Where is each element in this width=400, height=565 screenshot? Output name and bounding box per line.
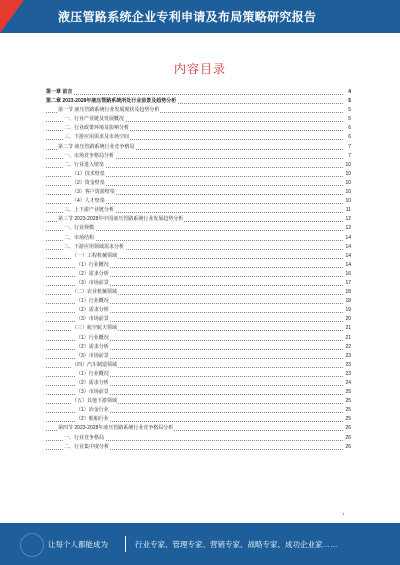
page-number: 1	[342, 511, 345, 516]
toc-entry-title: （2）需求分析	[76, 380, 109, 386]
toc-entry-page: 14	[344, 243, 351, 252]
toc-entry-title: （3）客户资源壁垒	[72, 189, 115, 196]
toc-entry-title: 三、上下游产业链分析	[64, 207, 115, 214]
toc-entry-page: 26	[344, 434, 351, 443]
toc-entry[interactable]	[46, 197, 351, 206]
toc-entry-title: （2）资金壁垒	[72, 179, 105, 186]
toc-entry-title: 一、市场竞争格局分析	[64, 152, 115, 159]
toc-entry-title: 三、下游应用需求及市场空间	[64, 134, 130, 141]
toc-entry[interactable]	[46, 306, 351, 315]
report-title: 液压管路系统企业专利申请及布局策略研究报告	[58, 10, 317, 24]
toc-entry[interactable]	[46, 406, 351, 415]
toc-entry[interactable]	[46, 161, 351, 170]
toc-entry[interactable]	[46, 434, 351, 443]
toc-entry-page: 19	[344, 306, 351, 315]
toc-entry-page: 4	[347, 88, 351, 97]
toc-entry[interactable]	[46, 115, 351, 124]
toc-entry-page: 14	[344, 234, 351, 243]
toc-entry[interactable]	[46, 133, 351, 142]
toc-entry-page: 18	[344, 297, 351, 306]
toc-entry[interactable]	[46, 334, 351, 343]
toc-entry-page: 6	[347, 133, 351, 142]
toc-heading: 内容目录	[173, 62, 226, 76]
toc-entry-page: 23	[344, 370, 351, 379]
toc-entry-title: （3）市场前景	[76, 279, 109, 286]
toc-entry[interactable]	[46, 370, 351, 379]
report-footer	[0, 523, 400, 565]
toc-entry-title: （1）行业概况	[76, 298, 109, 305]
header-red-accent	[0, 0, 24, 33]
toc-entry-page: 12	[344, 224, 351, 233]
toc-entry[interactable]	[46, 88, 351, 97]
toc-entry-title: （五）其他下游领域	[72, 398, 118, 405]
toc-entry-title: （3）市场前景	[76, 352, 109, 359]
toc-entry-title: 二、行业集中度分析	[64, 443, 110, 450]
toc-entry-title: 二、市场结构	[64, 234, 95, 241]
toc-entry-title: 第三节 2023-2028年中国液压管路系统行业发展趋势分析	[58, 216, 184, 223]
footer-tagline: 行业专家、管理专家、营销专家、战略专家、成功企业家……	[135, 540, 338, 549]
toc-entry-title: （2）需求分析	[76, 307, 109, 314]
toc-entry[interactable]	[46, 343, 351, 352]
toc-entry-page: 25	[344, 415, 351, 424]
toc-entry-page: 21	[344, 324, 351, 333]
toc-entry-title: （1）技术壁垒	[72, 170, 105, 177]
toc-entry-page: 23	[344, 361, 351, 370]
toc-entry-page: 20	[344, 315, 351, 324]
toc-entry-page: 23	[344, 352, 351, 361]
toc-entry[interactable]	[46, 143, 351, 152]
toc-entry-title: （1）行业概况	[76, 370, 109, 377]
toc-entry[interactable]	[46, 361, 351, 370]
toc-entry-title: 第二章 2023-2028年液压管路系统所处行业前景及趋势分析	[46, 98, 177, 105]
toc-entry-title: （二）农业机械领域	[72, 289, 118, 296]
toc-entry-title: 三、下游应用领域需求分析	[64, 243, 125, 250]
toc-entry-page: 14	[344, 252, 351, 261]
toc-entry-page: 26	[344, 424, 351, 433]
table-of-contents	[46, 88, 351, 452]
toc-entry[interactable]	[46, 252, 351, 261]
toc-entry-page: 10	[344, 170, 351, 179]
toc-entry-title: 二、行业进入壁垒	[64, 161, 105, 168]
toc-entry[interactable]	[46, 170, 351, 179]
toc-entry-title: （一）工程机械领域	[72, 252, 118, 259]
footer-decor-circle-icon	[20, 533, 44, 557]
toc-entry-title: （1）冶金行业	[76, 407, 109, 414]
toc-entry-page: 24	[344, 379, 351, 388]
toc-entry[interactable]	[46, 206, 351, 215]
toc-entry-title: 二、行业政策环境及影响分析	[64, 125, 130, 132]
toc-entry[interactable]	[46, 324, 351, 333]
toc-entry-title: 第一章 前言	[46, 89, 73, 95]
toc-entry-title: （三）航空航天领域	[72, 325, 118, 332]
toc-entry[interactable]	[46, 124, 351, 133]
footer-divider	[125, 536, 126, 552]
toc-entry-page: 25	[344, 397, 351, 406]
toc-entry-title: （3）市场前景	[76, 389, 109, 396]
toc-entry-page: 5	[347, 115, 351, 124]
toc-entry-title: 一、行业竞争格局	[64, 434, 105, 441]
toc-entry[interactable]	[46, 424, 351, 433]
toc-entry[interactable]	[46, 297, 351, 306]
toc-entry-page: 14	[344, 261, 351, 270]
toc-leader-dots	[46, 94, 343, 95]
toc-entry-page: 5	[347, 106, 351, 115]
toc-entry-page: 7	[347, 152, 351, 161]
toc-entry-title: 第一节 液压管路系统行业发展现状及趋势分析	[58, 107, 160, 114]
toc-entry-page: 11	[345, 206, 351, 215]
toc-entry[interactable]	[46, 97, 351, 106]
toc-entry-page: 26	[344, 443, 351, 452]
toc-entry[interactable]	[46, 188, 351, 197]
toc-entry-page: 5	[347, 97, 351, 106]
toc-entry[interactable]	[46, 315, 351, 324]
toc-entry-page: 10	[344, 179, 351, 188]
toc-entry[interactable]	[46, 179, 351, 188]
toc-entry[interactable]	[46, 379, 351, 388]
toc-entry[interactable]	[46, 388, 351, 397]
toc-entry-page: 17	[344, 279, 351, 288]
toc-entry[interactable]	[46, 152, 351, 161]
toc-entry[interactable]	[46, 215, 351, 224]
toc-entry[interactable]	[46, 224, 351, 233]
footer-slogan: 让每个人都能成为	[48, 540, 108, 549]
toc-entry-page: 7	[347, 143, 351, 152]
toc-entry-title: （1）行业概况	[76, 334, 109, 341]
toc-entry-title: 一、行业产业链及发展概况	[64, 116, 125, 123]
toc-entry-title: （2）船舶行业	[76, 416, 109, 423]
toc-entry-title: 第二节 液压管路系统行业竞争格局	[58, 143, 135, 150]
toc-entry[interactable]	[46, 397, 351, 406]
toc-entry[interactable]	[46, 415, 351, 424]
report-header	[0, 0, 400, 33]
toc-entry[interactable]	[46, 261, 351, 270]
toc-entry[interactable]	[46, 106, 351, 115]
toc-entry-title: 第四节 2023-2028年液压管路系统行业竞争格局分析	[58, 425, 174, 432]
toc-entry[interactable]	[46, 279, 351, 288]
toc-entry[interactable]	[46, 270, 351, 279]
toc-entry-title: 一、行业规模	[64, 225, 95, 232]
toc-entry[interactable]	[46, 352, 351, 361]
toc-entry[interactable]	[46, 443, 351, 452]
toc-entry-page: 25	[344, 388, 351, 397]
toc-entry-page: 12	[344, 215, 351, 224]
toc-entry-page: 22	[344, 343, 351, 352]
toc-entry-title: （1）行业概况	[76, 261, 109, 268]
toc-entry[interactable]	[46, 288, 351, 297]
toc-entry-title: （4）人才壁垒	[72, 198, 105, 205]
toc-entry[interactable]	[46, 243, 351, 252]
toc-entry-title: （3）市场前景	[76, 316, 109, 323]
toc-entry-title: （2）需求分析	[76, 270, 109, 277]
toc-entry-page: 21	[344, 334, 351, 343]
toc-entry-page: 16	[344, 270, 351, 279]
toc-entry-page: 10	[344, 161, 351, 170]
toc-entry-page: 18	[344, 288, 351, 297]
toc-entry[interactable]	[46, 234, 351, 243]
toc-entry-page: 10	[344, 188, 351, 197]
toc-entry-title: （四）汽车制造领域	[72, 361, 118, 368]
toc-entry-page: 6	[347, 124, 351, 133]
toc-entry-page: 10	[344, 197, 351, 206]
toc-entry-title: （2）需求分析	[76, 343, 109, 350]
toc-entry-page: 25	[344, 406, 351, 415]
